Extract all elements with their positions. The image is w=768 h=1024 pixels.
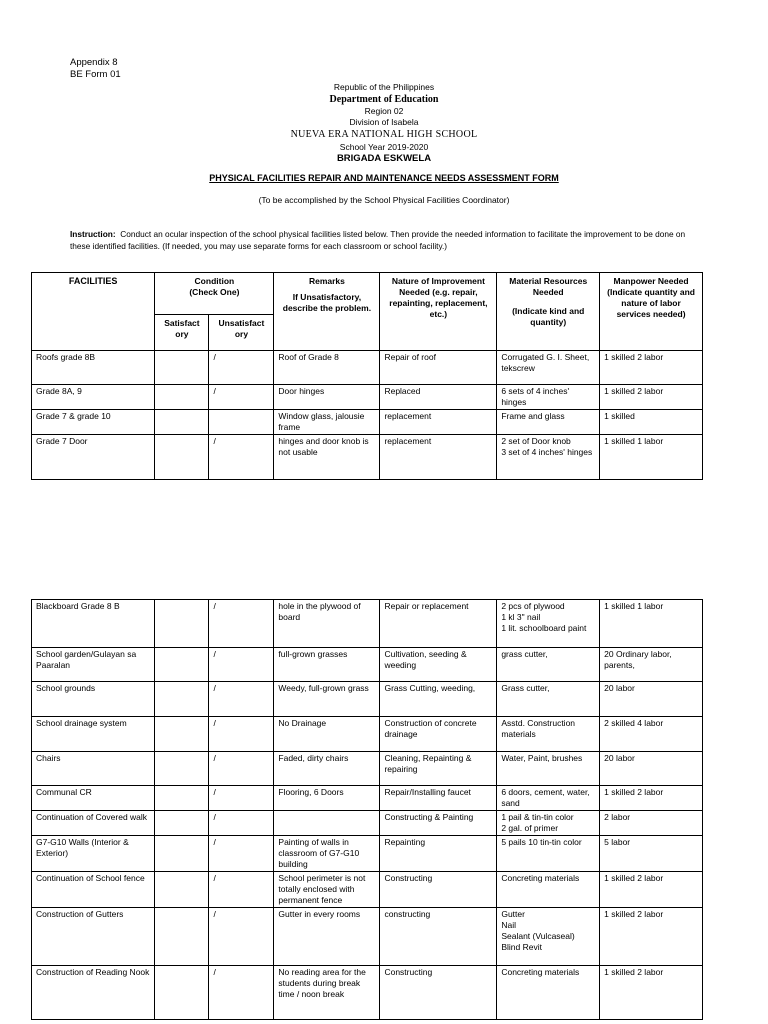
cell-remarks: School perimeter is not totally enclosed with permanent fence: [274, 872, 380, 908]
cell-manpower: 20 Ordinary labor, parents,: [600, 648, 703, 682]
cell-unsatisfactory: /: [209, 717, 274, 752]
cell-nature: Grass Cutting, weeding,: [380, 682, 497, 717]
cell-facility: School grounds: [32, 682, 155, 717]
cell-facility: G7-G10 Walls (Interior & Exterior): [32, 836, 155, 872]
cell-satisfactory: [155, 752, 209, 786]
cell-remarks: Door hinges: [274, 385, 380, 410]
cell-unsatisfactory: /: [209, 600, 274, 648]
cell-facility: Chairs: [32, 752, 155, 786]
cell-material: 6 doors, cement, water, sand: [497, 786, 600, 811]
cell-nature: Cultivation, seeding & weeding: [380, 648, 497, 682]
cell-unsatisfactory: /: [209, 435, 274, 480]
header-satisfactory: Satisfact ory: [155, 315, 209, 351]
cell-manpower: 1 skilled 2 labor: [600, 966, 703, 1020]
cell-satisfactory: [155, 872, 209, 908]
cell-nature: Cleaning, Repainting & repairing: [380, 752, 497, 786]
cell-nature: Repainting: [380, 836, 497, 872]
form-title: PHYSICAL FACILITIES REPAIR AND MAINTENANCE NEEDS ASSESSMENT FORM: [209, 173, 559, 183]
cell-manpower: 1 skilled 2 labor: [600, 872, 703, 908]
cell-manpower: 1 skilled 2 labor: [600, 786, 703, 811]
cell-satisfactory: [155, 648, 209, 682]
cell-remarks: hole in the plywood of board: [274, 600, 380, 648]
cell-facility: Blackboard Grade 8 B: [32, 600, 155, 648]
cell-facility: Construction of Gutters: [32, 908, 155, 966]
cell-nature: Constructing & Painting: [380, 811, 497, 836]
cell-facility: Grade 8A, 9: [32, 385, 155, 410]
header-remarks-note: If Unsatisfactory, describe the problem.: [282, 292, 372, 313]
cell-remarks: No reading area for the students during break time / noon break: [274, 966, 380, 1020]
header-unsatisfactory: Unsatisfact ory: [209, 315, 274, 351]
cell-nature: Replaced: [380, 385, 497, 410]
table-row: [32, 682, 703, 717]
table-row: [32, 717, 703, 752]
cell-material: Frame and glass: [497, 410, 600, 435]
cell-material: 1 pail & tin-tin color 2 gal. of primer: [497, 811, 600, 836]
cell-manpower: 1 skilled 2 labor: [600, 385, 703, 410]
cell-remarks: Gutter in every rooms: [274, 908, 380, 966]
cell-remarks: full-grown grasses: [274, 648, 380, 682]
cell-facility: Grade 7 & grade 10: [32, 410, 155, 435]
header-material-title: Material Resources Needed: [509, 276, 588, 297]
table-row: [32, 648, 703, 682]
instruction-label: Instruction:: [70, 229, 116, 239]
cell-material: 2 pcs of plywood 1 kl 3" nail 1 lit. schoolboard paint: [497, 600, 600, 648]
appendix-number: Appendix 8: [70, 57, 118, 68]
header-condition: [155, 273, 274, 315]
header-material: [497, 273, 600, 351]
cell-nature: Constructing: [380, 966, 497, 1020]
cell-unsatisfactory: /: [209, 966, 274, 1020]
header-manpower: Manpower Needed (Indicate quantity and nature of labor services needed): [600, 273, 703, 351]
cell-satisfactory: [155, 410, 209, 435]
cell-nature: Repair/Installing faucet: [380, 786, 497, 811]
instruction-paragraph: [70, 228, 702, 252]
cell-material: Gutter Nail Sealant (Vulcaseal) Blind Revit: [497, 908, 600, 966]
cell-nature: Constructing: [380, 872, 497, 908]
cell-unsatisfactory: /: [209, 385, 274, 410]
cell-manpower: 1 skilled 1 labor: [600, 600, 703, 648]
header-nature: Nature of Improvement Needed (e.g. repair, repainting, replacement, etc.): [380, 273, 497, 351]
cell-facility: Communal CR: [32, 786, 155, 811]
cell-satisfactory: [155, 717, 209, 752]
program-name: BRIGADA ESKWELA: [336, 153, 432, 164]
cell-remarks: Window glass, jalousie frame: [274, 410, 380, 435]
document-header: [0, 82, 768, 164]
cell-satisfactory: [155, 811, 209, 836]
cell-unsatisfactory: /: [209, 648, 274, 682]
table-row: [32, 385, 703, 410]
cell-remarks: Flooring, 6 Doors: [274, 786, 380, 811]
form-subtitle: (To be accomplished by the School Physical Facilities Coordinator): [258, 195, 510, 205]
cell-facility: Grade 7 Door: [32, 435, 155, 480]
cell-material: 2 set of Door knob 3 set of 4 inches' hinges: [497, 435, 600, 480]
cell-material: Concreting materials: [497, 872, 600, 908]
cell-unsatisfactory: /: [209, 811, 274, 836]
table-row: [32, 811, 703, 836]
cell-remarks: Weedy, full-grown grass: [274, 682, 380, 717]
header-condition-title: Condition: [194, 276, 235, 286]
table-row: [32, 435, 703, 480]
header-facilities: FACILITIES: [32, 273, 155, 351]
school-name: NUEVA ERA NATIONAL HIGH SCHOOL: [290, 129, 478, 140]
cell-material: Corrugated G. I. Sheet, tekscrew: [497, 351, 600, 385]
republic-line: Republic of the Philippines: [333, 82, 435, 92]
cell-unsatisfactory: /: [209, 752, 274, 786]
cell-nature: replacement: [380, 435, 497, 480]
cell-nature: Repair or replacement: [380, 600, 497, 648]
cell-facility: School drainage system: [32, 717, 155, 752]
cell-material: Grass cutter,: [497, 682, 600, 717]
assessment-table-1: [31, 272, 703, 480]
cell-unsatisfactory: /: [209, 836, 274, 872]
header-material-note: (Indicate kind and quantity): [512, 306, 585, 327]
cell-manpower: 1 skilled 1 labor: [600, 435, 703, 480]
cell-facility: Roofs grade 8B: [32, 351, 155, 385]
department-line: Department of Education: [329, 94, 439, 105]
cell-facility: Construction of Reading Nook: [32, 966, 155, 1020]
cell-unsatisfactory: /: [209, 908, 274, 966]
cell-remarks: Roof of Grade 8: [274, 351, 380, 385]
cell-satisfactory: [155, 600, 209, 648]
cell-unsatisfactory: [209, 410, 274, 435]
cell-facility: School garden/Gulayan sa Paaralan: [32, 648, 155, 682]
cell-remarks: Painting of walls in classroom of G7-G10 building: [274, 836, 380, 872]
assessment-table-2: [31, 599, 703, 1020]
table-row: [32, 410, 703, 435]
cell-satisfactory: [155, 385, 209, 410]
cell-satisfactory: [155, 836, 209, 872]
cell-satisfactory: [155, 966, 209, 1020]
table-row: [32, 836, 703, 872]
cell-satisfactory: [155, 351, 209, 385]
table-row: [32, 600, 703, 648]
cell-satisfactory: [155, 908, 209, 966]
cell-material: 6 sets of 4 inches' hinges: [497, 385, 600, 410]
cell-remarks: Faded, dirty chairs: [274, 752, 380, 786]
cell-material: 5 pails 10 tin-tin color: [497, 836, 600, 872]
table-row: [32, 908, 703, 966]
table-row: [32, 752, 703, 786]
cell-unsatisfactory: /: [209, 872, 274, 908]
cell-remarks: No Drainage: [274, 717, 380, 752]
cell-unsatisfactory: /: [209, 351, 274, 385]
cell-manpower: 1 skilled 2 labor: [600, 908, 703, 966]
cell-unsatisfactory: /: [209, 786, 274, 811]
cell-manpower: 20 labor: [600, 682, 703, 717]
cell-material: Asstd. Construction materials: [497, 717, 600, 752]
cell-material: Concreting materials: [497, 966, 600, 1020]
table-row: [32, 351, 703, 385]
cell-material: Water, Paint, brushes: [497, 752, 600, 786]
cell-manpower: 2 labor: [600, 811, 703, 836]
cell-satisfactory: [155, 682, 209, 717]
cell-manpower: 1 skilled 2 labor: [600, 351, 703, 385]
cell-remarks: [274, 811, 380, 836]
header-remarks: [274, 273, 380, 351]
cell-nature: replacement: [380, 410, 497, 435]
school-year: School Year 2019-2020: [339, 142, 429, 152]
cell-facility: Continuation of School fence: [32, 872, 155, 908]
table-row: [32, 786, 703, 811]
cell-nature: Construction of concrete drainage: [380, 717, 497, 752]
cell-facility: Continuation of Covered walk: [32, 811, 155, 836]
cell-manpower: 2 skilled 4 labor: [600, 717, 703, 752]
appendix-label: [70, 57, 121, 81]
region-line: Region 02: [364, 106, 404, 116]
division-line: Division of Isabela: [349, 117, 419, 127]
table-row: [32, 966, 703, 1020]
cell-satisfactory: [155, 786, 209, 811]
cell-satisfactory: [155, 435, 209, 480]
cell-unsatisfactory: /: [209, 682, 274, 717]
cell-manpower: 20 labor: [600, 752, 703, 786]
cell-material: grass cutter,: [497, 648, 600, 682]
form-code: BE Form 01: [70, 69, 121, 80]
cell-nature: constructing: [380, 908, 497, 966]
header-condition-note: (Check One): [189, 287, 240, 297]
table-row: [32, 872, 703, 908]
cell-manpower: 1 skilled: [600, 410, 703, 435]
header-remarks-title: Remarks: [308, 276, 345, 286]
cell-remarks: hinges and door knob is not usable: [274, 435, 380, 480]
cell-manpower: 5 labor: [600, 836, 703, 872]
cell-nature: Repair of roof: [380, 351, 497, 385]
instruction-text: Conduct an ocular inspection of the school physical facilities listed below. Then provide the needed information to facilitate the improvement to be done on these identified facilities. (If needed, you may use separate forms for each classroom or school facility.): [70, 229, 686, 251]
